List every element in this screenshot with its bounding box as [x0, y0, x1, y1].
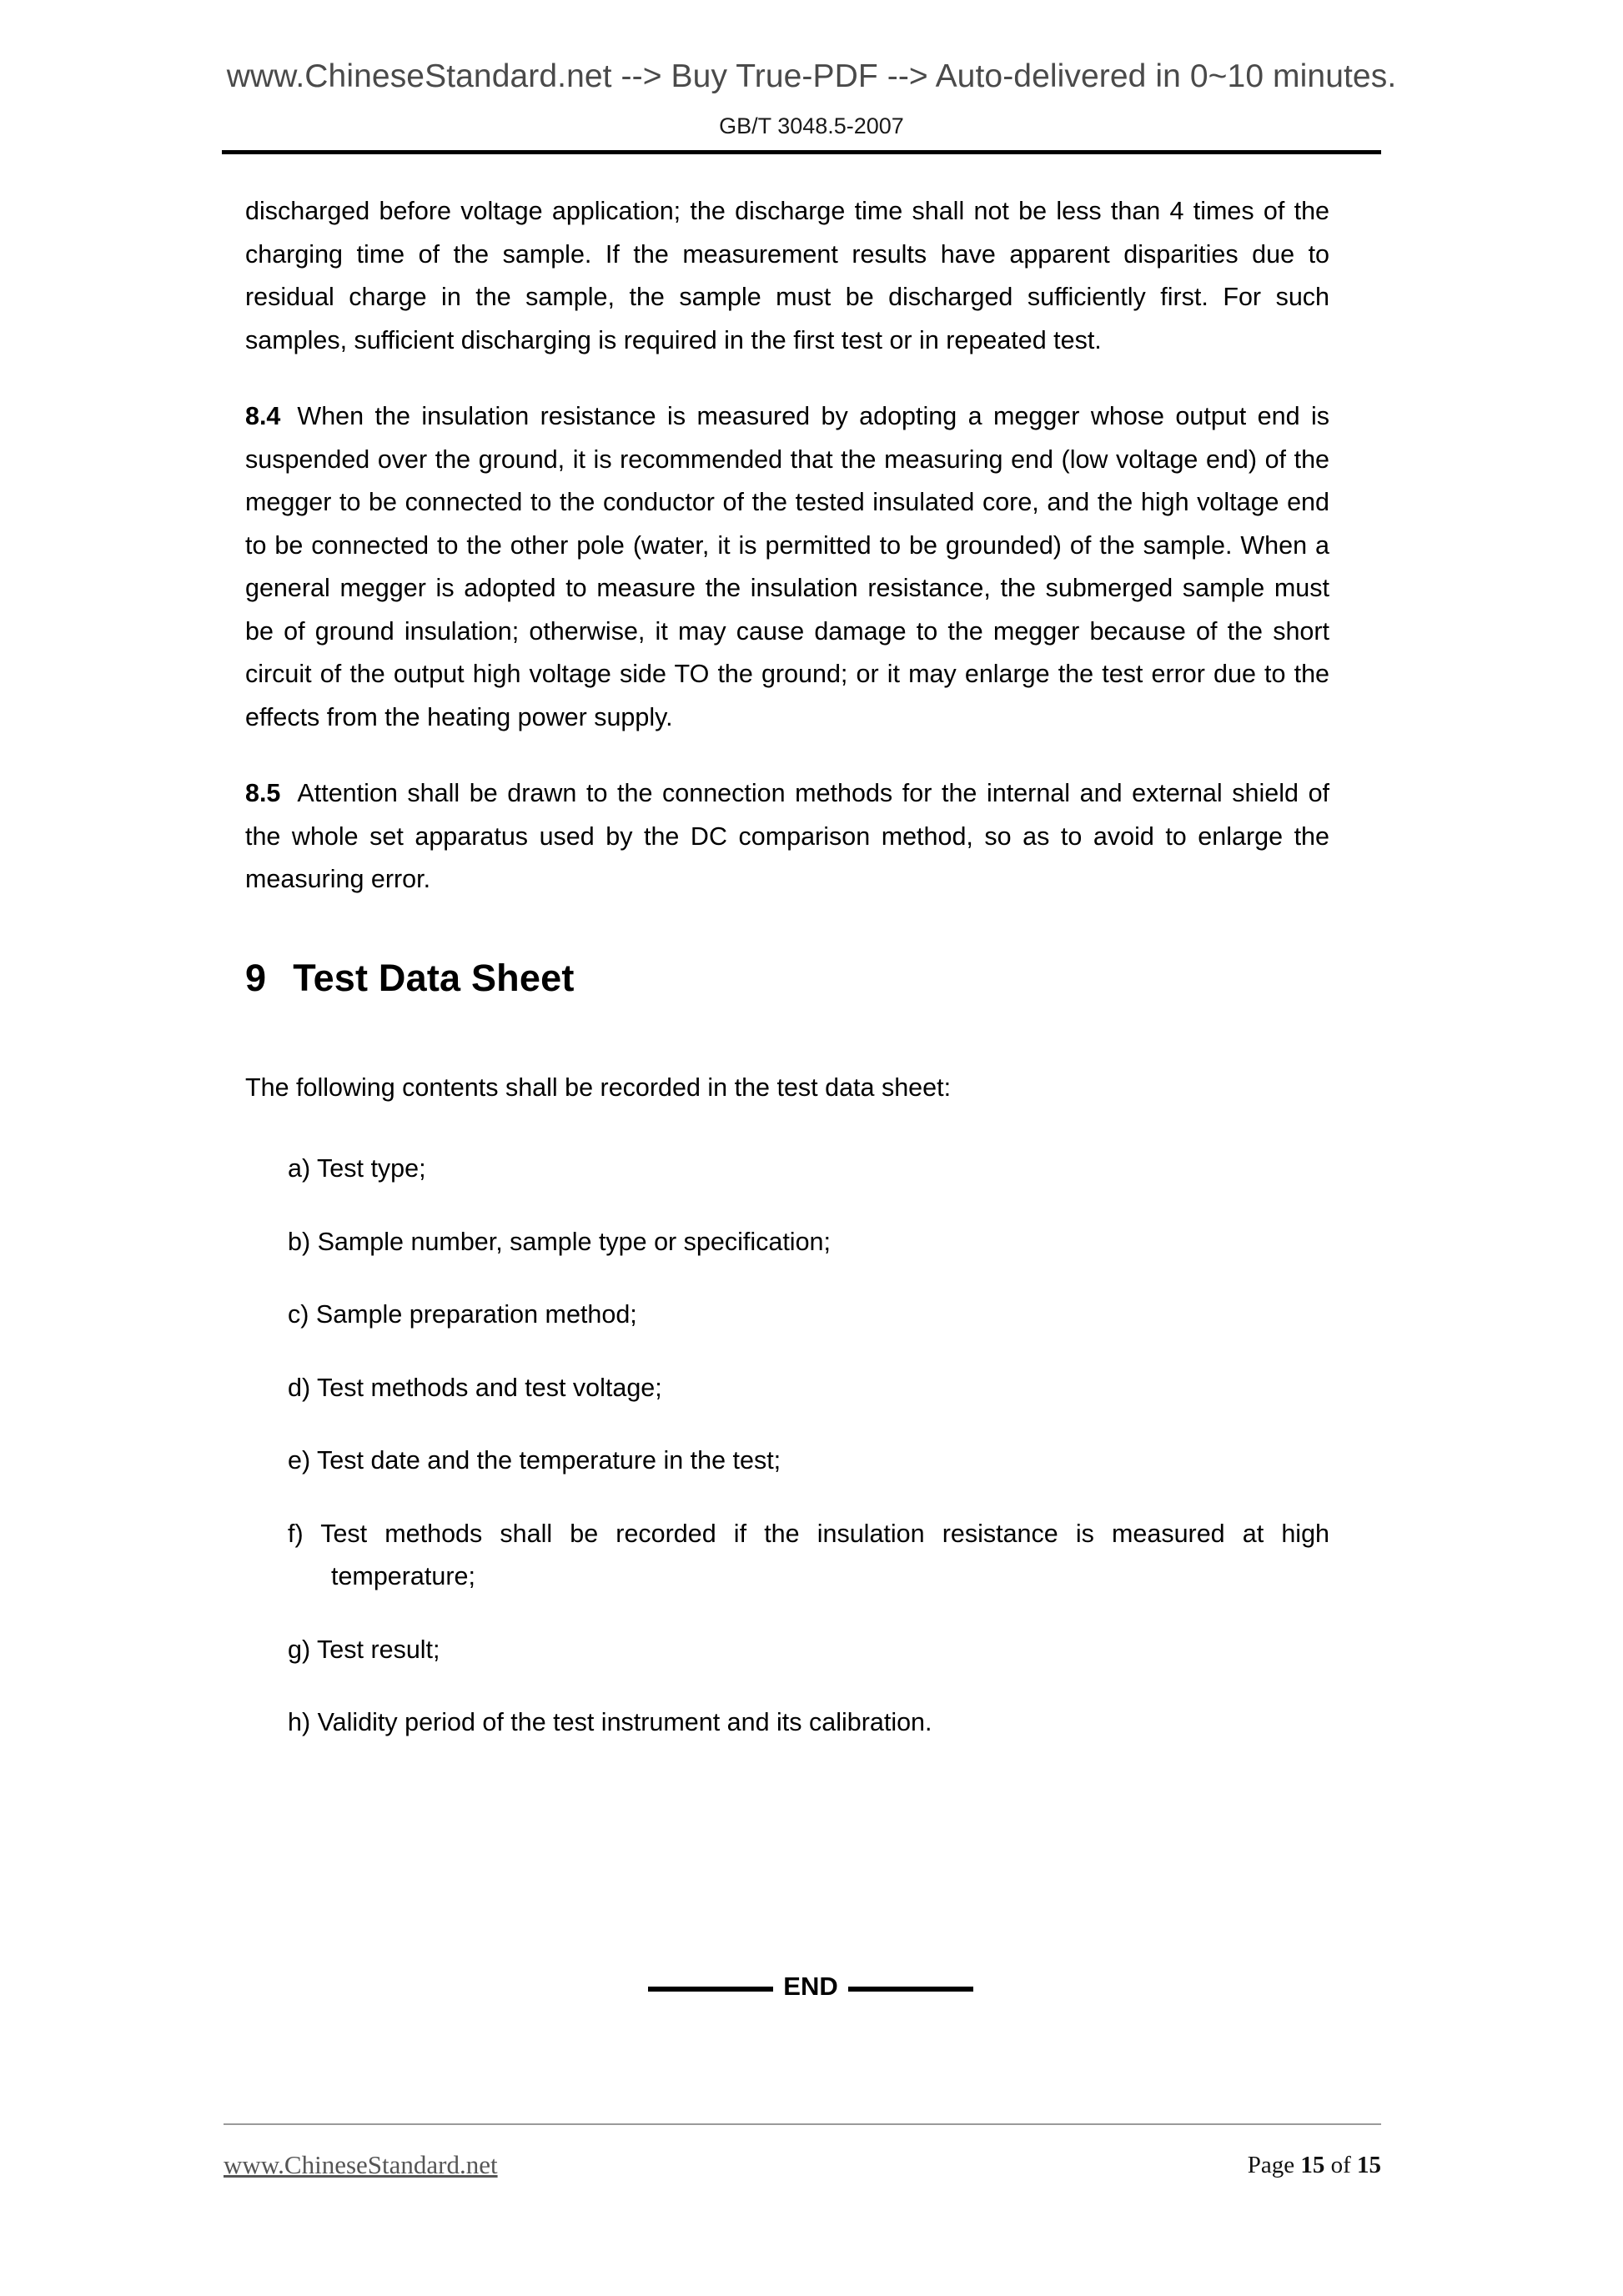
- page-number: [1248, 2152, 1381, 2179]
- list-item: b) Sample number, sample type or specification;: [288, 1227, 831, 1256]
- document-body: [245, 190, 1329, 1745]
- page-total: 15: [1357, 2152, 1381, 2178]
- end-marker: [0, 1972, 1623, 2002]
- continuation-paragraph: discharged before voltage application; the discharge time shall not be less than 4 times of the charging time of the sample. If the measurement results have apparent disparities due to residual charge in the sample, the sample must be discharged sufficiently first. For such samples, sufficient discharging is required in the first test or in repeated test.: [245, 197, 1329, 354]
- list-item: f) Test methods shall be recorded if the insulation resistance is measured at high temperature;: [288, 1519, 1329, 1590]
- clause-8-4-number: 8.4: [245, 402, 281, 430]
- test-data-item-list: [245, 1148, 1329, 1745]
- end-rule-right: [848, 1987, 973, 1992]
- end-marker-inner: [648, 1972, 972, 2002]
- section-number: 9: [245, 956, 267, 999]
- list-item: g) Test result;: [288, 1635, 440, 1664]
- standard-number: GB/T 3048.5-2007: [719, 113, 904, 138]
- footer-website-link[interactable]: www.ChineseStandard.net: [224, 2150, 498, 2179]
- end-label: END: [783, 1972, 838, 2001]
- page-label: Page: [1247, 2152, 1295, 2178]
- end-rule-left: [648, 1987, 773, 1992]
- header-divider: [222, 150, 1381, 154]
- list-item: d) Test methods and test voltage;: [288, 1373, 662, 1402]
- clause-8-4: [245, 395, 1329, 739]
- list-item: a) Test type;: [288, 1154, 426, 1183]
- page-footer: [224, 2150, 1381, 2195]
- list-item: c) Sample preparation method;: [288, 1300, 637, 1329]
- list-item: e) Test date and the temperature in the test;: [288, 1446, 781, 1475]
- clause-8-5: [245, 772, 1329, 902]
- section-heading: [245, 955, 1329, 1002]
- footer-divider: [224, 2123, 1381, 2125]
- section-title: Test Data Sheet: [293, 956, 575, 999]
- clause-8-5-number: 8.5: [245, 779, 281, 807]
- list-item: h) Validity period of the test instrument and its calibration.: [288, 1708, 932, 1736]
- page-of: of: [1330, 2152, 1351, 2178]
- list-intro: The following contents shall be recorded in the test data sheet:: [245, 1073, 952, 1102]
- clause-8-5-text: Attention shall be drawn to the connection methods for the internal and external shield of the whole set apparatus used by the DC comparison method, so as to avoid to enlarge the measuring error.: [245, 779, 1329, 893]
- page-current: 15: [1300, 2152, 1325, 2178]
- promo-banner: www.ChineseStandard.net --> Buy True-PDF --> Auto-delivered in 0~10 minutes.: [226, 58, 1397, 94]
- clause-8-4-text: When the insulation resistance is measured by adopting a megger whose output end is suspended over the ground, it is recommended that the measuring end (low voltage end) of the megger to be connected to the conductor of the tested insulated core, and the high voltage end to be connected to the other pole (water, it is permitted to be grounded) of the sample. When a general megger is adopted to measure the insulation resistance, the submerged sample must be of ground insulation; otherwise, it may cause damage to the megger because of the short circuit of the output high voltage side TO the ground; or it may enlarge the test error due to the effects from the heating power supply.: [245, 402, 1329, 731]
